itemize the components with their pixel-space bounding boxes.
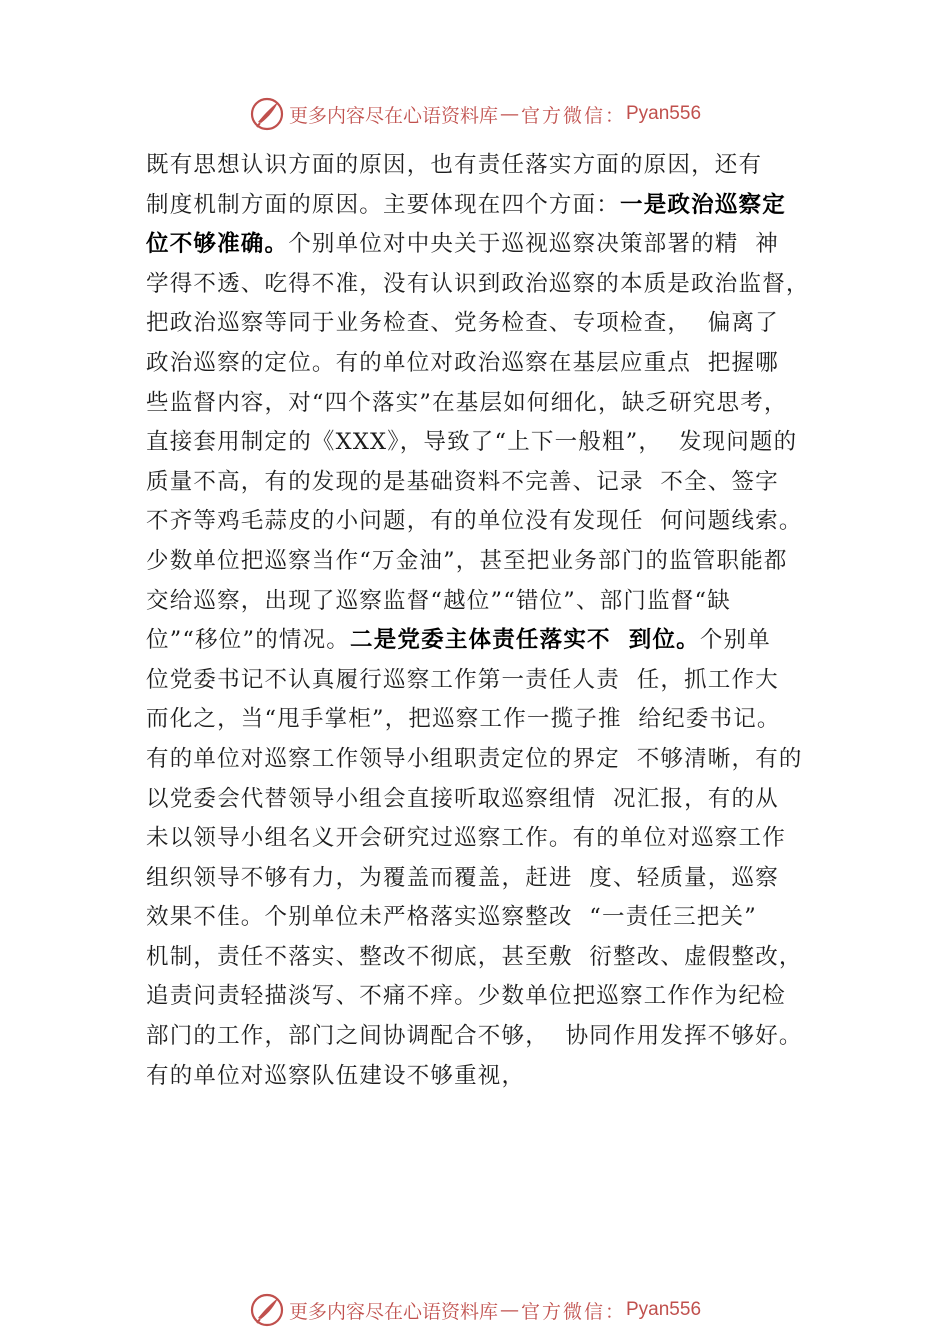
text-run: 交给巡察，出现了巡察监督“越位”“错位”、部门监督“缺	[146, 587, 731, 614]
text-line	[146, 304, 846, 344]
footer-banner	[0, 1290, 950, 1330]
text-line	[146, 344, 846, 384]
text-run: 有的单位对巡察队伍建设不够重视，	[146, 1062, 526, 1089]
text-run: 以党委会代替领导小组会直接听取巡察组情 况汇报，有的从	[146, 785, 779, 812]
text-line	[146, 225, 846, 265]
text-line	[146, 384, 846, 424]
text-run: 把政治巡察等同于业务检查、党务检查、专项检查， 偏离了	[146, 310, 779, 337]
text-run: 而化之，当“甩手掌柜”，把巡察工作一揽子推 给纪委书记。	[146, 706, 781, 733]
text-line	[146, 1017, 846, 1057]
text-run: 不齐等鸡毛蒜皮的小问题，有的单位没有发现任 何问题线索。	[146, 508, 803, 535]
text-line	[146, 582, 846, 622]
text-line	[146, 423, 846, 463]
footer-wechat-handle: Pyan556	[626, 1299, 702, 1320]
text-run: 些监督内容，对“四个落实”在基层如何细化，缺乏研究思考，	[146, 389, 788, 416]
bold-heading-run: 位不够准确。	[146, 231, 289, 258]
text-line	[146, 542, 846, 582]
footer-site-name: 更多内容尽在心语资料库	[288, 1300, 498, 1323]
quill-logo-icon	[249, 96, 285, 132]
text-line	[146, 780, 846, 820]
text-run: 既有思想认识方面的原因，也有责任落实方面的原因，还有	[146, 152, 763, 178]
text-line	[146, 1057, 846, 1097]
text-line	[146, 463, 846, 503]
quill-logo-icon	[249, 1292, 285, 1328]
header-subtitle: 官方微信：	[520, 104, 626, 127]
bold-heading-run: 一是政治巡察定	[620, 191, 786, 218]
text-line	[146, 898, 846, 938]
header-dash: —	[499, 103, 519, 125]
text-run: 追责问责轻描淡写、不痛不痒。少数单位把巡察工作作为纪检	[146, 983, 786, 1010]
text-run: 组织领导不够有力，为覆盖而覆盖，赶进 度、轻质量，巡察	[146, 864, 779, 891]
text-run: 个别单	[699, 627, 771, 654]
text-line	[146, 621, 846, 661]
text-run: 学得不透、吃得不准，没有认识到政治巡察的本质是政治监督，	[146, 270, 810, 297]
text-run: 机制，责任不落实、整改不彻底，甚至敷 衍整改、虚假整改，	[146, 943, 803, 970]
text-run: 未以领导小组名义开会研究过巡察工作。有的单位对巡察工作	[146, 825, 786, 852]
header-banner	[0, 94, 950, 134]
text-line	[146, 186, 846, 226]
document-body	[146, 146, 846, 1096]
text-run: 效果不佳。个别单位未严格落实巡察整改 “一责任三把关”	[146, 904, 757, 931]
text-run: 政治巡察的定位。有的单位对政治巡察在基层应重点 把握哪	[146, 349, 779, 376]
text-line	[146, 819, 846, 859]
text-line	[146, 146, 846, 186]
text-run: 制度机制方面的原因。主要体现在四个方面：	[146, 191, 621, 218]
footer-dash: —	[499, 1299, 519, 1321]
text-run: 位党委书记不认真履行巡察工作第一责任人责 任，抓工作大	[146, 666, 779, 693]
header-site-name: 更多内容尽在心语资料库	[288, 104, 498, 127]
text-line	[146, 938, 846, 978]
header-wechat-handle: Pyan556	[626, 103, 702, 124]
text-run: 位”“移位”的情况。	[146, 627, 351, 654]
text-run: 有的单位对巡察工作领导小组职责定位的界定 不够清晰，有的	[146, 745, 803, 772]
text-run: 直接套用制定的《XXX》，导致了“上下一般粗”， 发现问题的	[146, 429, 798, 456]
bold-heading-run: 二是党委主体责任落实不 到位。	[350, 627, 700, 654]
footer-subtitle: 官方微信：	[520, 1300, 626, 1323]
text-line	[146, 859, 846, 899]
text-line	[146, 740, 846, 780]
text-line	[146, 265, 846, 305]
text-line	[146, 661, 846, 701]
text-line	[146, 977, 846, 1017]
text-run: 部门的工作，部门之间协调配合不够， 协同作用发挥不够好。	[146, 1023, 803, 1050]
text-run: 少数单位把巡察当作“万金油”，甚至把业务部门的监管职能都	[146, 547, 788, 574]
text-run: 个别单位对中央关于巡视巡察决策部署的精 神	[288, 231, 779, 258]
text-run: 质量不高，有的发现的是基础资料不完善、记录 不全、签字	[146, 468, 779, 495]
text-line	[146, 700, 846, 740]
text-line	[146, 502, 846, 542]
